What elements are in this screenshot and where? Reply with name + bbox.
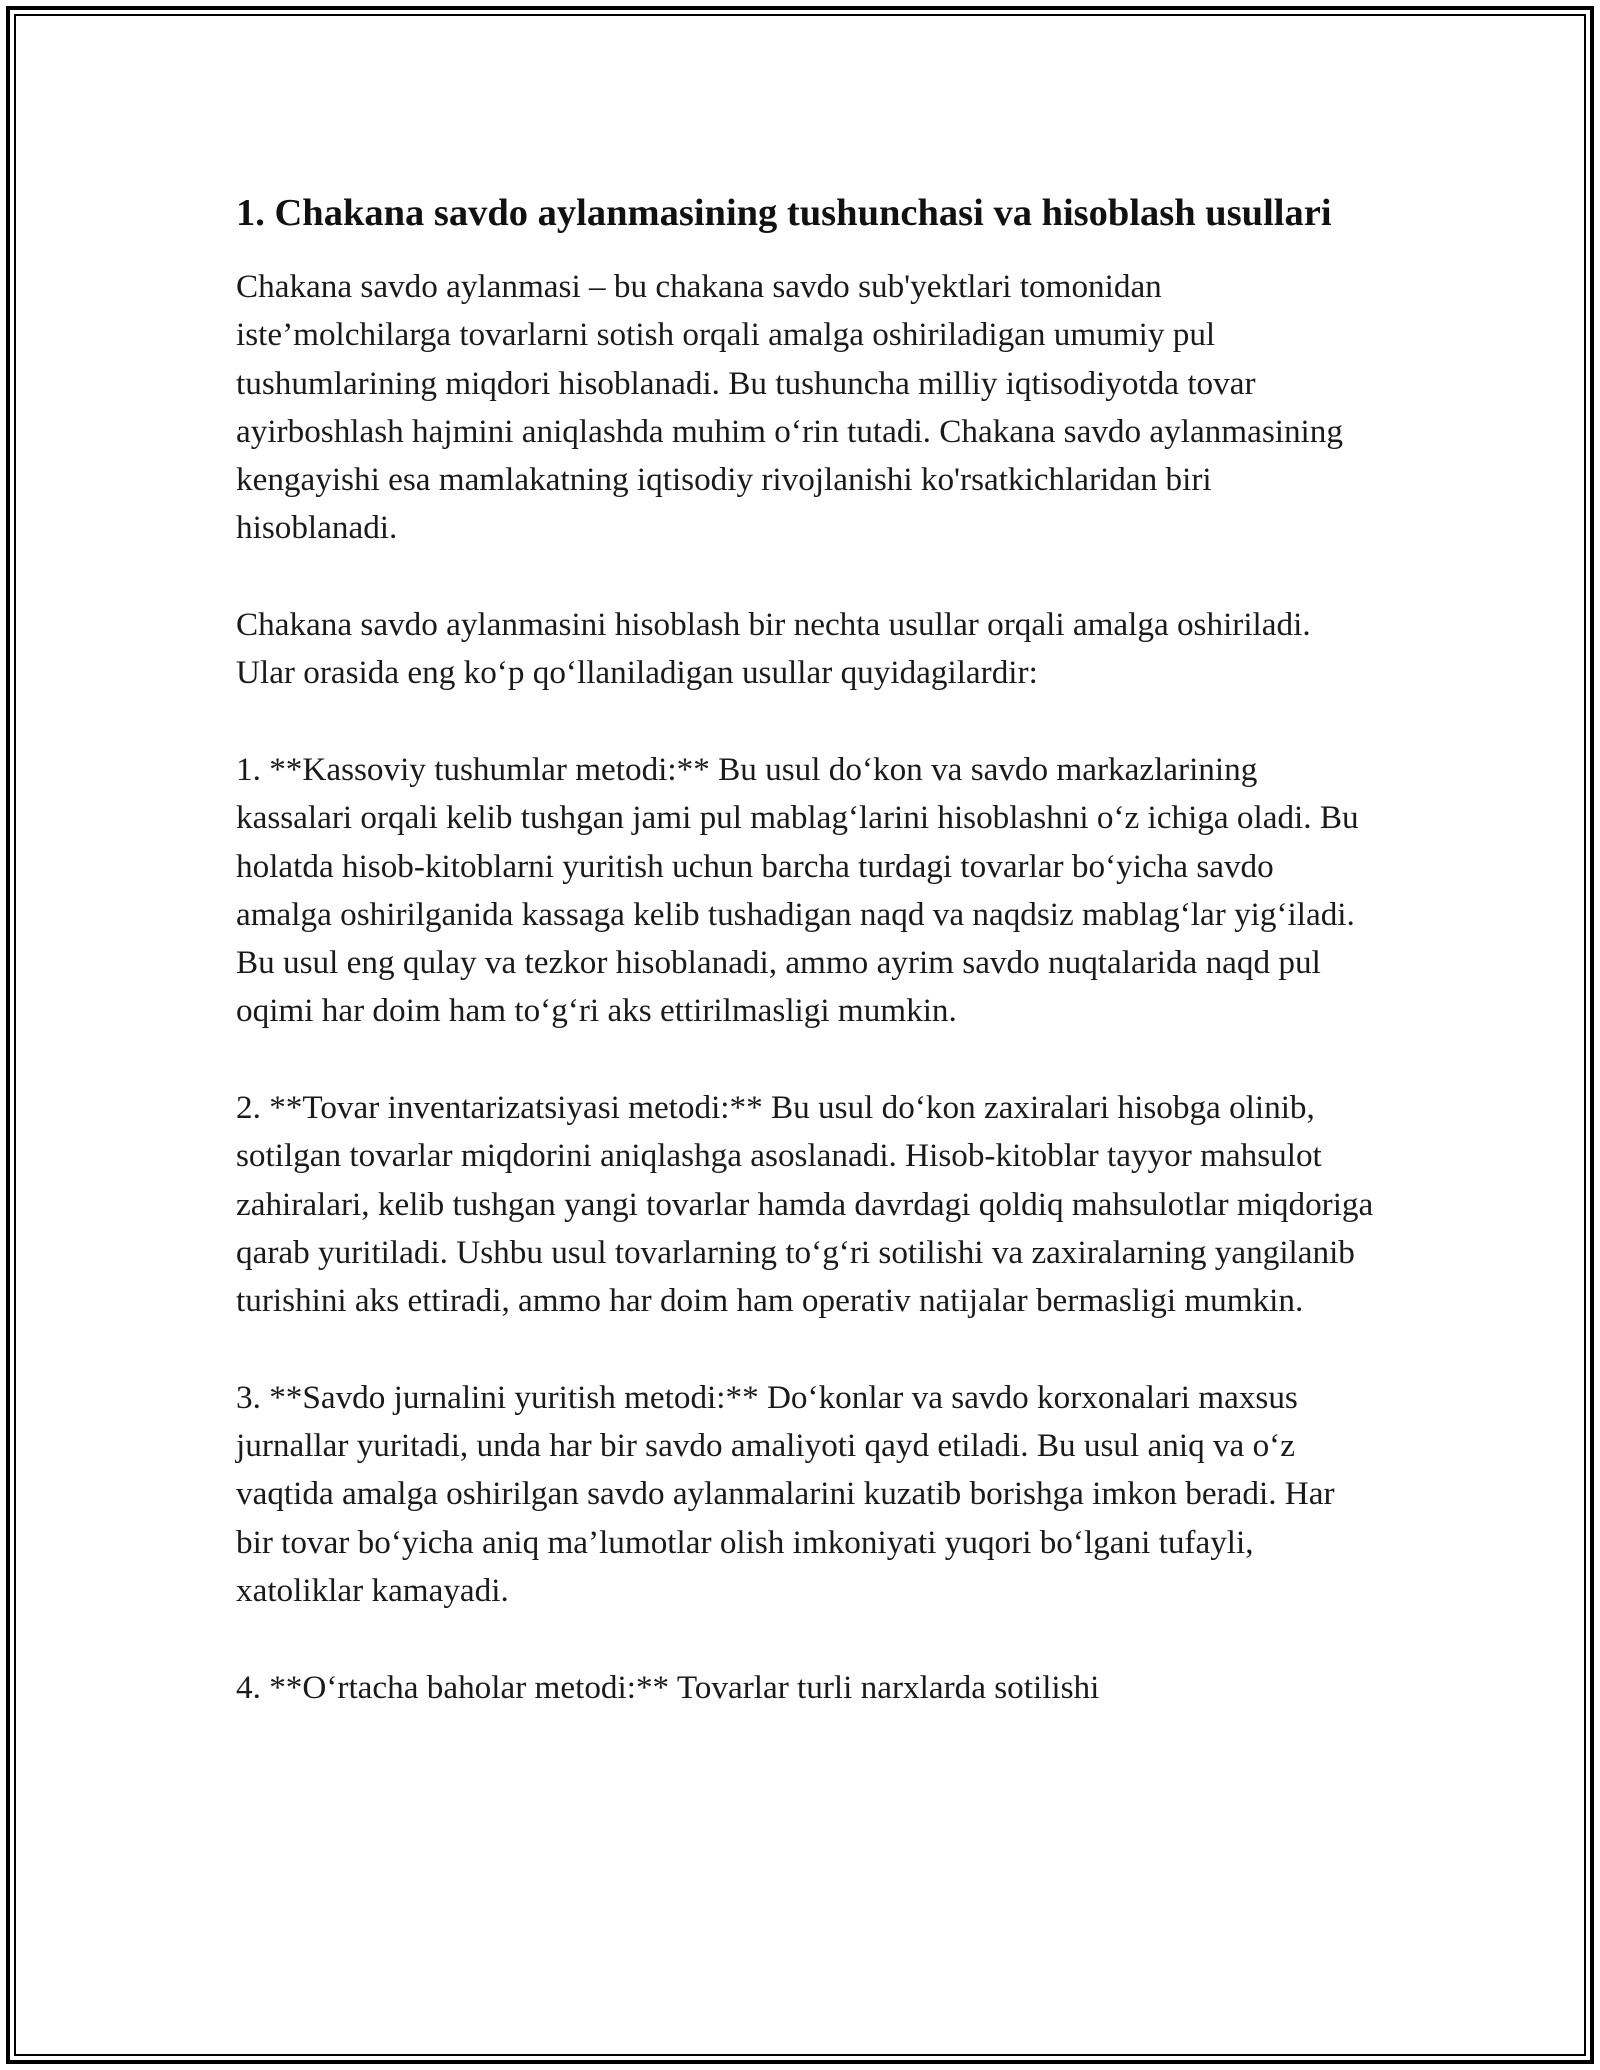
paragraph-method-3: 3. **Savdo jurnalini yuritish metodi:** Do‘konlar va savdo korxonalari maxsus jurnallar yuritadi, unda har bir savdo amaliyoti qayd etiladi. Bu usul aniq va o‘z vaqtida amalga oshirilgan savdo aylanmalarini kuzatib borishga imkon beradi. Har bir tovar bo‘yicha aniq ma’lumotlar olish imkoniyati yuqori bo‘lgani tufayli, xatoliklar kamayadi. bbox=[236, 1378, 1335, 1610]
paragraph-method-2: 2. **Tovar inventarizatsiyasi metodi:** Bu usul do‘kon zaxiralari hisobga olinib, sotilgan tovarlar miqdorini aniqlashga asoslanadi. Hisob-kitoblar tayyor mahsulot zahiralari, kelib tushgan yangi tovarlar hamda davrdagi qoldiq mahsulotlar miqdoriga qarab yuritiladi. Ushbu usul tovarlarning to‘g‘ri sotilishi va zaxiralarning yangilanib turishini aks ettiradi, ammo har doim ham operativ natijalar bermasligi mumkin. bbox=[236, 1089, 1374, 1320]
paragraph-method-1: 1. **Kassoviy tushumlar metodi:** Bu usul do‘kon va savdo markazlarining kassalari orqali kelib tushgan jami pul mablag‘larini hisoblashni o‘z ichiga oladi. Bu holatda hisob-kitoblarni yuritish uchun barcha turdagi tovarlar bo‘yicha savdo amalga oshirilganida kassaga kelib tushadigan naqd va naqdsiz mablag‘lar yig‘iladi. Bu usul eng qulay va tezkor hisoblanadi, ammo ayrim savdo nuqtalarida naqd pul oqimi har doim ham to‘g‘ri aks ettirilmasligi mumkin. bbox=[236, 750, 1359, 1030]
paragraph-methods-intro: Chakana savdo aylanmasini hisoblash bir nechta usullar orqali amalga oshiriladi. Ular orasida eng ko‘p qo‘llaniladigan usullar quyidagilardir: bbox=[236, 606, 1311, 692]
document-page bbox=[236, 186, 1376, 1712]
paragraph-definition: Chakana savdo aylanmasi – bu chakana savdo sub'yektlari tomonidan iste’molchilarga tovarlarni sotish orqali amalga oshiriladigan umumiy pul tushumlarining miqdori hisoblanadi. Bu tushuncha milliy iqtisodiyotda tovar ayirboshlash hajmini aniqlashda muhim o‘rin tutadi. Chakana savdo aylanmasining kengayishi esa mamlakatning iqtisodiy rivojlanishi ko'rsatkichlaridan biri hisoblanadi. bbox=[236, 268, 1343, 547]
section-heading: 1. Chakana savdo aylanmasining tushunchasi va hisoblash usullari bbox=[236, 192, 1332, 234]
paragraph-method-4: 4. **O‘rtacha baholar metodi:** Tovarlar turli narxlarda sotilishi bbox=[236, 1668, 1100, 1706]
